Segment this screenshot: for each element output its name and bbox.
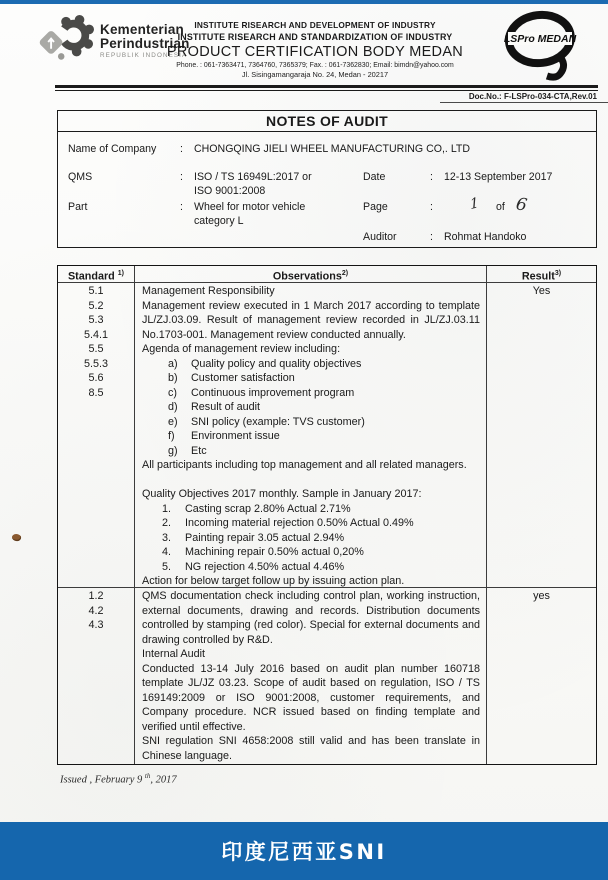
table-row-2-result: yes <box>533 590 550 602</box>
action-note: Action for below target follow up by issuing action plan. <box>142 575 405 587</box>
standard-ref: 4.3 <box>88 619 104 631</box>
company-value: CHONGQING JIELI WHEEL MANUFACTURING CO,. LTD <box>194 143 471 155</box>
agenda-item: a) Quality policy and quality objectives <box>168 357 362 370</box>
institute-line1: INSTITUTE RISEARCH AND DEVELOPMENT OF INDUSTRY <box>194 20 436 30</box>
agenda-item: g) Etc <box>168 444 207 457</box>
objective-item: 4. Machining repair 0.50% actual 0,20% <box>162 546 364 558</box>
qms-label: QMS <box>68 171 93 183</box>
agenda-intro: Agenda of management review including: <box>142 343 341 355</box>
header-rule <box>55 85 598 91</box>
objective-item: 2. Incoming material rejection 0.50% Actual 0.49% <box>162 517 414 529</box>
objectives-intro: Quality Objectives 2017 monthly. Sample in January 2017: <box>142 488 422 500</box>
certification-body-name: PRODUCT CERTIFICATION BODY MEDAN <box>166 44 464 60</box>
agenda-item: c) Continuous improvement program <box>168 386 355 399</box>
standard-ref: 5.5.3 <box>83 357 108 370</box>
standard-ref: 5.3 <box>88 314 104 326</box>
table-row-1-result: Yes <box>487 283 596 588</box>
letterhead <box>150 20 480 79</box>
audit-table <box>57 265 597 765</box>
agenda-item: e) SNI policy (example: TVS customer) <box>168 415 365 428</box>
column-header-result: Result$^{3)}$ <box>487 266 596 283</box>
auditor-value: Rohmat Handoko <box>444 231 527 243</box>
standard-ref: 5.1 <box>88 285 104 297</box>
company-field <box>68 143 156 155</box>
observation-paragraph: Conducted 13-14 July 2016 based on audit plan number 160718 template JL/JZ 03.23. Scope of audit based on regulation, ISO / TS 169149:2009 or ISO 9001:2008, customer requirements, and Company procedure. NCR issued based on finding template and verified until effective. <box>142 662 480 733</box>
company-label: Name of Company <box>68 143 157 155</box>
standard-ref: 8.5 <box>88 386 104 399</box>
date-value: 12-13 September 2017 <box>444 171 553 183</box>
agenda-item: f) Environment issue <box>168 430 280 442</box>
standard-ref: 4.2 <box>88 604 104 617</box>
lspro-logo-text: LSPro MEDAN <box>503 33 577 45</box>
qms-value-line2: ISO 9001:2008 <box>194 185 266 197</box>
doc-number: Doc.No.: F-LSPro-034-CTA,Rev.01 <box>440 92 608 103</box>
objective-item: 1. Casting scrap 2.80% Actual 2.71% <box>162 502 351 515</box>
address-line: Jl. Sisingamangaraja No. 24, Medan - 20217 <box>241 70 389 79</box>
bottom-banner <box>0 822 608 880</box>
issued-date-line: Issued , February 9 $^{th}$, 2017 <box>60 772 177 786</box>
colon: : <box>430 231 433 243</box>
handwritten-total-pages: 6 <box>514 194 529 216</box>
observation-title: Management Responsibility <box>142 285 275 297</box>
standard-ref: 1.2 <box>88 590 104 602</box>
standard-ref: 5.4.1 <box>83 328 108 341</box>
qms-value-line1: ISO / TS 16949L:2017 or <box>194 171 312 183</box>
colon: : <box>180 171 183 183</box>
column-header-observations: Observations$^{2)}$ <box>135 266 487 283</box>
column-header-standard: Standard $^{1)}$ <box>58 266 135 283</box>
document-title: NOTES OF AUDIT <box>58 111 596 132</box>
contact-line: Phone. : 061-7363471, 7364760, 7365379; Fax. : 061-7362830; Email: bimdn@yahoo.com <box>176 62 454 69</box>
table-row-2-standards <box>58 588 135 764</box>
agenda-item: d) Result of audit <box>168 401 261 413</box>
institute-line2: INSTITUTE RISEARCH AND STANDARDIZATION OF INDUSTRY <box>177 32 453 42</box>
colon: : <box>180 143 183 155</box>
blank-line <box>142 473 480 488</box>
page-label: Page <box>363 201 388 213</box>
observation-paragraph: SNI regulation SNI 4658:2008 still valid and has been translate in Chinese language. <box>142 735 480 762</box>
objective-item: 5. NG rejection 4.50% actual 4.46% <box>162 560 345 573</box>
agenda-item: b) Customer satisfaction <box>168 372 295 384</box>
objective-item: 3. Painting repair 3.05 actual 2.94% <box>162 531 345 544</box>
table-row-1-observations <box>135 283 487 588</box>
colon: : <box>180 201 183 213</box>
participants-note: All participants including top management and all related managers. <box>142 459 467 471</box>
ministry-name-line2: Perindustrian <box>100 36 190 51</box>
ministry-name-line3: REPUBLIK INDONESIA <box>100 52 188 59</box>
observation-paragraph: QMS documentation check including control plan, working instruction, external documents, drawing and records. Distribution documents controlled by stamping (red color). Special for external documents and drawing controlled by R&D. <box>142 590 480 646</box>
ministry-name-line1: Kementerian <box>100 22 184 37</box>
top-blue-bar <box>0 0 608 4</box>
lspro-medan-logo <box>500 8 582 82</box>
scan-artifact <box>11 533 22 543</box>
date-label: Date <box>363 171 386 183</box>
standard-ref: 5.6 <box>88 372 104 384</box>
standard-ref: 5.5 <box>88 343 104 355</box>
page-of-label: of <box>496 201 505 213</box>
observation-subtitle: Internal Audit <box>142 648 206 660</box>
banner-text: 印度尼西亚SNI <box>221 840 387 864</box>
part-value-line1: Wheel for motor vehicle <box>194 201 306 213</box>
part-label: Part <box>68 201 88 213</box>
table-row-2-observations <box>135 588 487 764</box>
gear-logo-icon <box>38 14 96 68</box>
colon: : <box>430 201 433 213</box>
observation-paragraph: Management review executed in 1 March 2017 according to template JL/ZJ.03.09. Result of management review recorded in JL/ZJ.03.11 No.1703-001. Management review conducted annually. <box>142 299 480 341</box>
handwritten-page-number: 1 <box>469 194 480 214</box>
colon: : <box>430 171 433 183</box>
table-row-1-standards <box>58 283 135 588</box>
notes-of-audit-box <box>57 110 597 248</box>
part-value-line2: category L <box>194 215 244 227</box>
auditor-label: Auditor <box>363 231 397 243</box>
standard-ref: 5.2 <box>88 299 104 312</box>
